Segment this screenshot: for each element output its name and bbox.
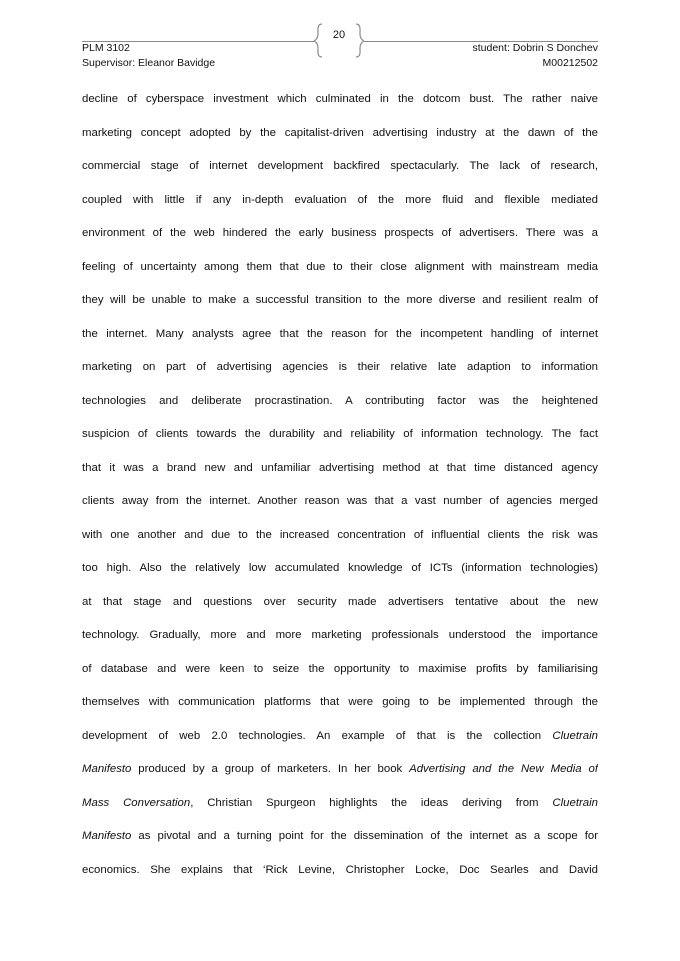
text-line <box>82 251 598 285</box>
text-line <box>82 318 598 352</box>
page-number: 20 <box>332 29 346 41</box>
text-line <box>82 653 598 687</box>
text-segment: feeling of uncertainty among them that due to their close alignment with mainstream media <box>82 260 598 273</box>
text-segment: marketing on part of advertising agencies is their relative late adaption to information <box>82 361 598 373</box>
text-line <box>82 820 598 854</box>
italic-text: Mass Conversation <box>82 796 191 809</box>
italic-text: Manifesto <box>82 763 132 775</box>
text-line <box>82 519 598 553</box>
text-line <box>82 184 598 218</box>
text-line <box>82 753 598 787</box>
text-line <box>82 686 598 720</box>
body-paragraph <box>82 83 598 887</box>
text-line <box>82 150 598 184</box>
text-segment: , Christian Spurgeon highlights the ideas deriving from <box>190 796 553 809</box>
text-segment: themselves with communication platforms that were going to be implemented through the <box>82 696 598 708</box>
text-segment: technology. Gradually, more and more marketing professionals understood the importance <box>82 629 598 641</box>
student-id: M00212502 <box>542 57 598 69</box>
text-line <box>82 720 598 754</box>
text-line <box>82 485 598 519</box>
text-line <box>82 452 598 486</box>
text-segment: produced by a group of marketers. In her book <box>131 763 410 775</box>
text-segment: suspicion of clients towards the durability and reliability of information technology. The fact <box>82 428 598 440</box>
text-segment: the internet. Many analysts agree that the reason for the incompetent handling of internet <box>82 327 598 340</box>
text-segment: technologies and deliberate procrastination. A contributing factor was the heightened <box>82 394 598 407</box>
page-number-bracket <box>314 22 364 58</box>
text-segment: clients away from the internet. Another reason was that a vast number of agencies merged <box>82 495 598 507</box>
text-line <box>82 619 598 653</box>
text-segment: decline of cyberspace investment which culminated in the dotcom bust. The rather naive <box>82 93 598 105</box>
text-segment: marketing concept adopted by the capitalist-driven advertising industry at the dawn of the <box>82 126 598 139</box>
text-line <box>82 854 598 888</box>
text-line <box>82 217 598 251</box>
text-line <box>82 586 598 620</box>
text-segment: that it was a brand new and unfamiliar advertising method at that time distanced agency <box>82 461 598 474</box>
italic-text: Cluetrain <box>552 729 598 742</box>
text-segment: economics. She explains that ‘Rick Levine, Christopher Locke, Doc Searles and David <box>82 863 598 876</box>
text-segment: coupled with little if any in-depth evaluation of the more fluid and flexible mediated <box>82 193 598 206</box>
text-line <box>82 418 598 452</box>
text-segment: environment of the web hindered the early business prospects of advertisers. There was a <box>82 227 598 239</box>
text-segment: they will be unable to make a successful transition to the more diverse and resilient realm of <box>82 294 598 306</box>
supervisor-name: Supervisor: Eleanor Bavidge <box>82 57 216 69</box>
text-line <box>82 787 598 821</box>
text-line <box>82 117 598 151</box>
italic-text: Advertising and the New Media of <box>409 763 598 775</box>
text-segment: development of web 2.0 technologies. An example of that is the collection <box>82 729 553 742</box>
italic-text: Manifesto <box>82 830 132 842</box>
text-segment: too high. Also the relatively low accumulated knowledge of ICTs (information technologies) <box>82 562 598 574</box>
student-name: student: Dobrin S Donchev <box>472 42 598 54</box>
course-code: PLM 3102 <box>82 42 130 54</box>
text-segment: as pivotal and a turning point for the dissemination of the internet as a scope for <box>131 830 598 842</box>
text-segment: of database and were keen to seize the opportunity to maximise profits by familiarising <box>82 662 598 675</box>
text-segment: at that stage and questions over security made advertisers tentative about the new <box>82 595 598 608</box>
italic-text: Cluetrain <box>552 796 598 809</box>
text-line <box>82 83 598 117</box>
text-segment: commercial stage of internet development backfired spectacularly. The lack of research, <box>82 160 598 172</box>
text-line <box>82 385 598 419</box>
text-line <box>82 351 598 385</box>
text-segment: with one another and due to the increased concentration of influential clients the risk was <box>82 528 598 541</box>
text-line <box>82 552 598 586</box>
text-line <box>82 284 598 318</box>
